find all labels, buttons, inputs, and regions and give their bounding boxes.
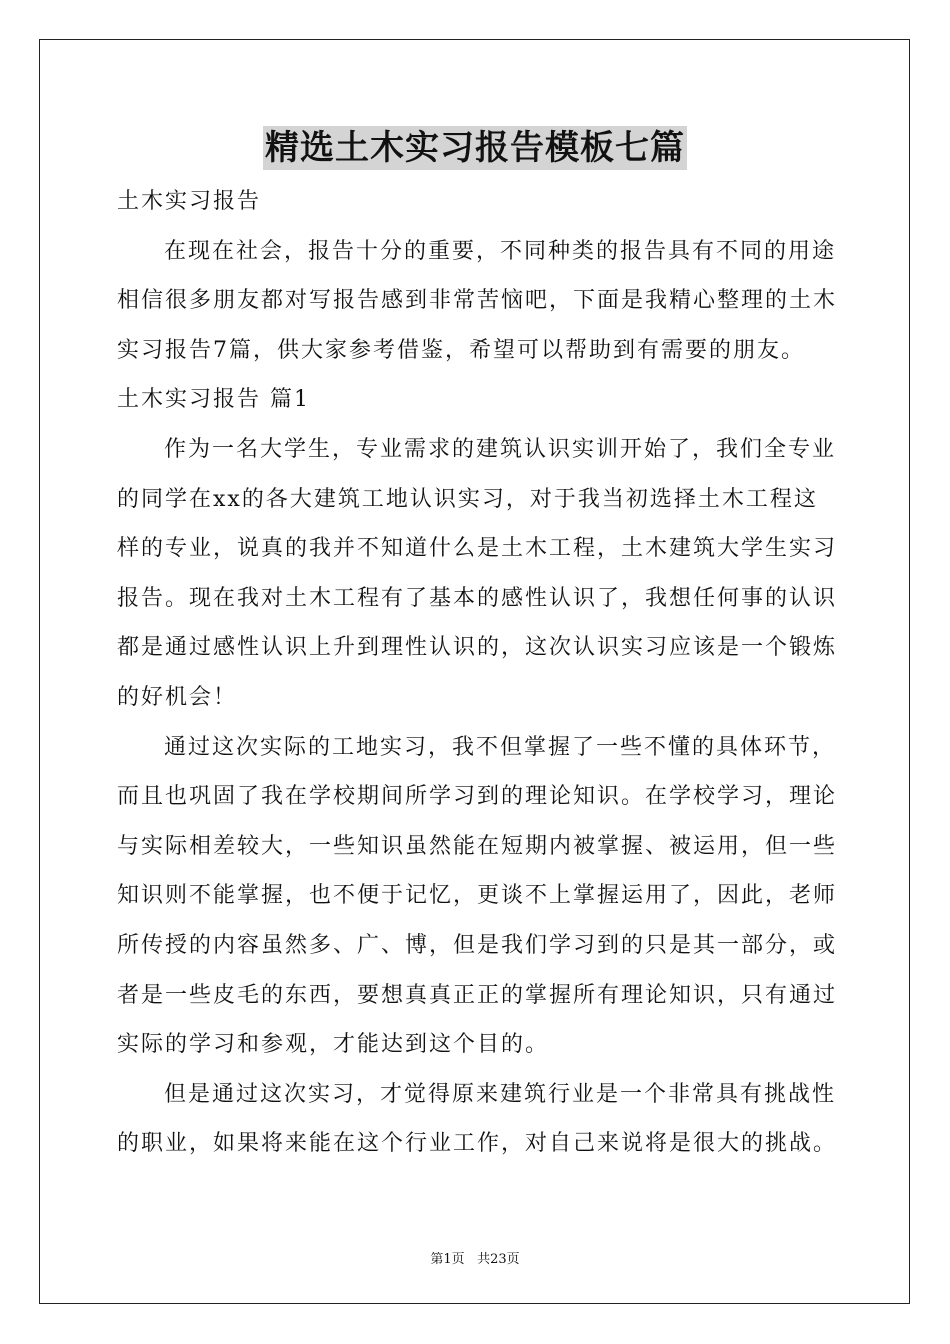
section-heading: 土木实习报告 篇1 (117, 387, 310, 413)
text-line: 的同学在xx的各大建筑工地认识实习，对于我当初选择土木工程这 (117, 486, 818, 512)
text-line: 的好机会！ (117, 684, 238, 710)
text-line: 实习报告7篇，供大家参考借鉴，希望可以帮助到有需要的朋友。 (117, 337, 805, 363)
text-line: 而且也巩固了我在学校期间所学习到的理论知识。在学校学习，理论 (117, 784, 838, 810)
page-footer (0, 1248, 950, 1267)
total-pages: 共23页 (477, 1252, 520, 1267)
text-line: 通过这次实际的工地实习，我不但掌握了一些不懂的具体环节， (164, 734, 837, 760)
text-line: 相信很多朋友都对写报告感到非常苦恼吧，下面是我精心整理的土木 (117, 288, 838, 314)
text-line: 都是通过感性认识上升到理性认识的，这次认识实习应该是一个锻炼 (117, 635, 838, 661)
page-number: 第1页 (430, 1252, 465, 1267)
text-line: 作为一名大学生，专业需求的建筑认识实训开始了，我们全专业 (164, 436, 837, 462)
text-line: 者是一些皮毛的东西，要想真真正正的掌握所有理论知识，只有通过 (117, 982, 838, 1008)
text-line: 所传授的内容虽然多、广、博，但是我们学习到的只是其一部分，或 (117, 932, 838, 958)
document-body (117, 177, 838, 1169)
document-title: 精选土木实习报告模板七篇 (265, 128, 685, 168)
text-line: 与实际相差较大，一些知识虽然能在短期内被掌握、被运用，但一些 (117, 833, 838, 859)
title-container (0, 126, 950, 170)
text-line: 在现在社会，报告十分的重要，不同种类的报告具有不同的用途 (164, 238, 837, 264)
text-line: 知识则不能掌握，也不便于记忆，更谈不上掌握运用了，因此，老师 (117, 883, 838, 909)
text-line: 实际的学习和参观，才能达到这个目的。 (117, 1032, 550, 1058)
text-line: 报告。现在我对土木工程有了基本的感性认识了，我想任何事的认识 (117, 585, 838, 611)
text-line: 的职业，如果将来能在这个行业工作，对自己来说将是很大的挑战。 (117, 1131, 838, 1157)
text-line: 但是通过这次实习，才觉得原来建筑行业是一个非常具有挑战性 (164, 1081, 837, 1107)
text-line: 样的专业，说真的我并不知道什么是土木工程，土木建筑大学生实习 (117, 536, 838, 562)
text-line: 土木实习报告 (117, 189, 262, 214)
